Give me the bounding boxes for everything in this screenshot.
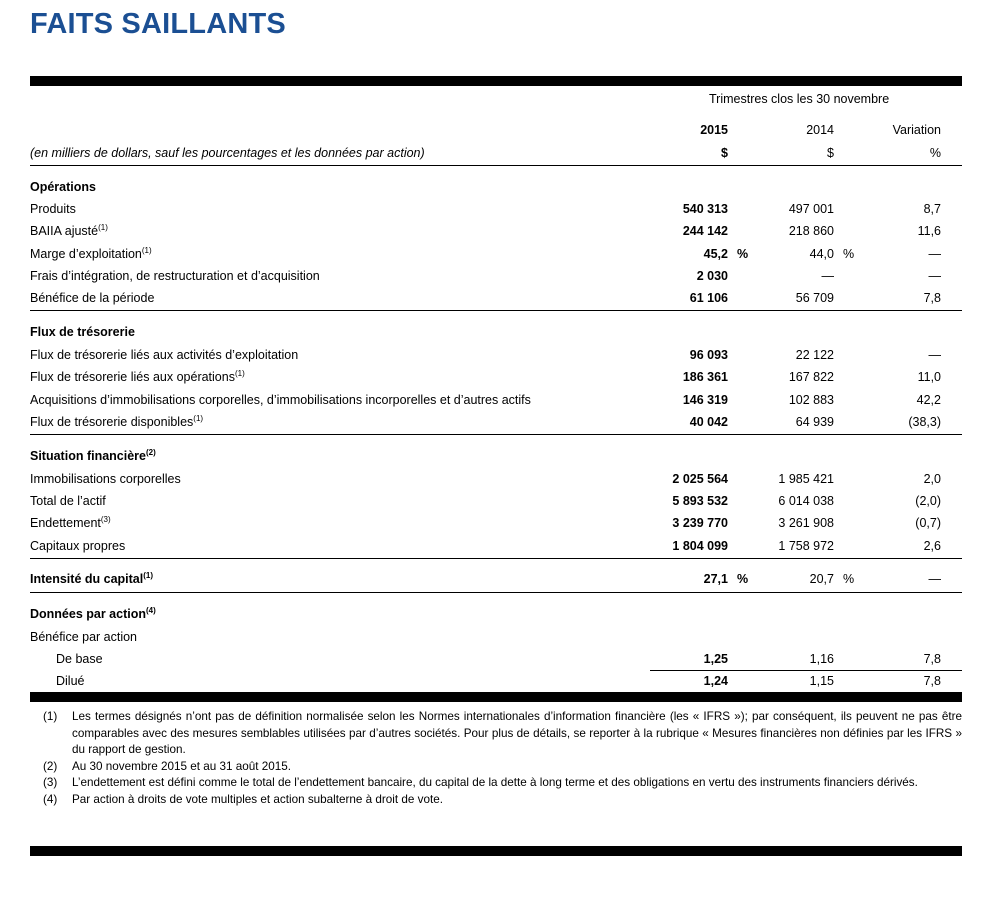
period-header: Trimestres clos les 30 novembre	[709, 92, 890, 106]
section-rule	[30, 558, 962, 559]
footnote	[30, 792, 962, 809]
value-2015: 244 142	[682, 224, 728, 238]
row-label: Frais d’intégration, de restructuration et d’acquisition	[30, 269, 320, 283]
value-2015: 186 361	[682, 370, 728, 384]
value-2014: 1,16	[809, 652, 834, 666]
value-2015: 61 106	[689, 291, 728, 305]
percent-sign: %	[843, 247, 855, 261]
value-variation: 7,8	[923, 674, 941, 688]
value-variation: 2,6	[923, 539, 941, 553]
unit-variation: %	[929, 146, 941, 160]
value-variation: 11,0	[917, 370, 941, 384]
row-label: Flux de trésorerie disponibles$^{(1)}$	[30, 414, 204, 429]
value-2015: 1,25	[703, 652, 728, 666]
row-label: Endettement$^{(3)}$	[30, 515, 111, 530]
row-label: Immobilisations corporelles	[30, 472, 181, 486]
subsection-title: Bénéfice par action	[30, 630, 138, 644]
row-label: Marge d’exploitation$^{(1)}$	[30, 246, 152, 261]
row-label: Dilué	[56, 674, 85, 688]
value-2014: 3 261 908	[778, 516, 834, 530]
row-label: BAIIA ajusté$^{(1)}$	[30, 223, 108, 238]
value-2014: 1 985 421	[778, 472, 834, 486]
value-2015: 45,2	[703, 247, 728, 261]
value-2015: 540 313	[682, 202, 728, 216]
row-label: Bénéfice de la période	[30, 291, 155, 305]
footnote-text: L’endettement est défini comme le total de l’endettement bancaire, du capital de la dette à long terme et des obligations en vertu des instruments financiers dérivés.	[72, 776, 918, 789]
footnote-ref: (1)	[234, 369, 245, 378]
footnote-number: (1)	[43, 710, 58, 723]
unit-2015: $	[721, 146, 728, 160]
value-2015: 146 319	[682, 393, 728, 407]
footnote	[30, 759, 962, 776]
value-variation: —	[928, 247, 941, 261]
value-variation: 8,7	[923, 202, 941, 216]
row-label: Capitaux propres	[30, 539, 126, 553]
percent-sign: %	[843, 572, 855, 586]
footnote-ref: (2)	[146, 448, 156, 457]
value-2014: 22 122	[795, 348, 834, 362]
page-title: FAITS SAILLANTS	[30, 8, 286, 40]
section-title-operations: Opérations	[30, 180, 96, 194]
value-2015: 96 093	[689, 348, 728, 362]
value-2015: 3 239 770	[672, 516, 728, 530]
value-variation: (38,3)	[908, 415, 941, 429]
footnote-ref: (4)	[146, 606, 156, 615]
value-2014: 20,7	[809, 572, 834, 586]
value-2015: 27,1	[703, 572, 728, 586]
footnote-number: (3)	[43, 776, 58, 789]
percent-sign: %	[737, 247, 749, 261]
value-2015: 2 030	[696, 269, 728, 283]
value-variation: (0,7)	[915, 516, 941, 530]
column-header-2014: 2014	[806, 123, 834, 137]
value-2014: —	[821, 269, 834, 283]
value-2015: 40 042	[689, 415, 728, 429]
row-label: De base	[56, 652, 103, 666]
row-label: Flux de trésorerie liés aux activités d’exploitation	[30, 348, 299, 362]
section-title-cash-flow: Flux de trésorerie	[30, 325, 135, 339]
section-title-financial-position: Situation financière$^{(2)}$	[30, 448, 156, 463]
value-2014: 167 822	[788, 370, 834, 384]
footnote-ref: (1)	[98, 223, 108, 232]
value-variation: 2,0	[923, 472, 941, 486]
footnote	[30, 775, 962, 792]
footnote-text: Par action à droits de vote multiples et action subalterne à droit de vote.	[72, 792, 443, 806]
value-2014: 56 709	[795, 291, 834, 305]
value-variation: —	[928, 572, 941, 586]
units-note: (en milliers de dollars, sauf les pourcentages et les données par action)	[30, 146, 425, 160]
value-2015: 2 025 564	[672, 472, 728, 486]
footnote-ref: (1)	[193, 414, 204, 423]
column-header-variation: Variation	[892, 123, 941, 137]
value-2014: 1,15	[809, 674, 834, 688]
table-end-bar	[30, 692, 962, 702]
section-title-per-share: Données par action$^{(4)}$	[30, 606, 156, 621]
value-variation: (2,0)	[915, 494, 941, 508]
value-2015: 1 804 099	[672, 539, 728, 553]
header-rule	[30, 165, 962, 166]
footnote-ref: (1)	[143, 571, 153, 580]
row-label: Produits	[30, 202, 76, 216]
value-variation: 42,2	[916, 393, 941, 407]
value-variation: 7,8	[923, 291, 941, 305]
footnote-text: Au 30 novembre 2015 et au 31 août 2015.	[72, 759, 291, 773]
value-2014: 44,0	[809, 247, 834, 261]
value-variation: 11,6	[917, 224, 941, 238]
value-2015: 1,24	[703, 674, 728, 688]
subtotal-rule	[650, 670, 962, 671]
value-2014: 218 860	[788, 224, 834, 238]
value-2014: 102 883	[788, 393, 834, 407]
percent-sign: %	[737, 572, 749, 586]
footnote-text: Les termes désignés n’ont pas de définition normalisée selon les Normes internationales d’information financière (les « IFRS »); par conséquent, ils peuvent ne pas être comparables avec des mesures semblables utilisées par d’autres sociétés. Pour plus de détails, se reporter à la rubrique « Mesures financières non définies par les IFRS » du rapport de gestion.	[72, 710, 962, 756]
unit-2014: $	[827, 146, 834, 160]
footnote	[30, 709, 962, 759]
footnotes	[30, 709, 962, 808]
column-header-2015: 2015	[700, 123, 728, 137]
section-rule	[30, 310, 962, 311]
row-label: Acquisitions d’immobilisations corporelles, d’immobilisations incorporelles et d’autres actifs	[30, 393, 531, 407]
section-rule	[30, 434, 962, 435]
bottom-divider-bar	[30, 846, 962, 856]
row-label: Flux de trésorerie liés aux opérations$^{(1)}$	[30, 369, 245, 384]
value-2014: 64 939	[795, 415, 834, 429]
value-variation: 7,8	[923, 652, 941, 666]
value-2014: 497 001	[788, 202, 834, 216]
value-2015: 5 893 532	[672, 494, 728, 508]
footnote-ref: (1)	[141, 246, 152, 255]
footnote-ref: (3)	[100, 515, 111, 524]
section-title-capital-intensity: Intensité du capital$^{(1)}$	[30, 571, 153, 586]
footnote-number: (4)	[43, 792, 58, 806]
value-2014: 6 014 038	[778, 494, 834, 508]
value-variation: —	[928, 269, 941, 283]
top-divider-bar	[30, 76, 962, 86]
section-rule	[30, 592, 962, 593]
row-label: Total de l’actif	[30, 494, 106, 508]
value-variation: —	[928, 348, 941, 362]
value-2014: 1 758 972	[778, 539, 834, 553]
footnote-number: (2)	[43, 759, 58, 773]
